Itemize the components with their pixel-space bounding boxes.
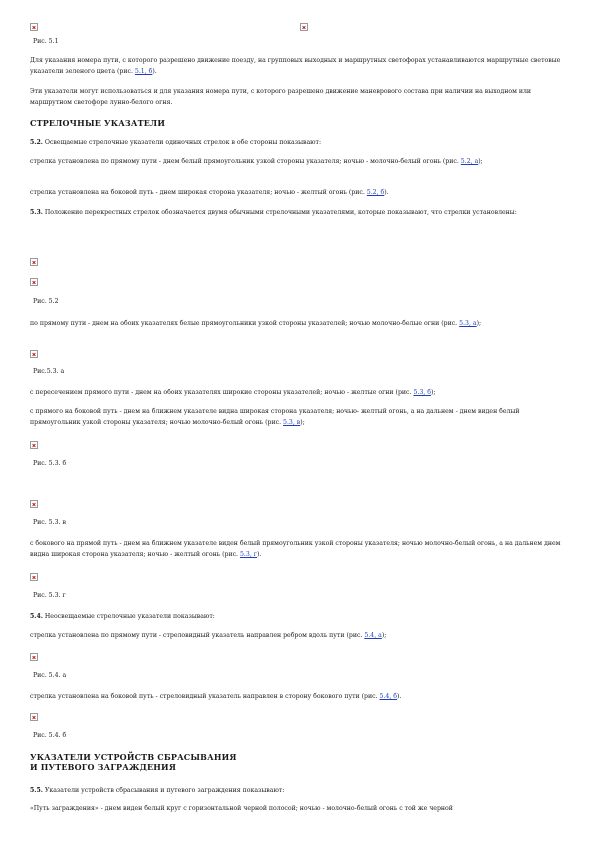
broken-image-icon [30,573,38,581]
section-heading: УКАЗАТЕЛИ УСТРОЙСТВ СБРАСЫВАНИЯ И ПУТЕВОГО ЗАГРАЖДЕНИЯ [30,752,237,772]
figure-caption: Рис. 5.4. а [33,672,67,679]
figure-caption: Рис. 5.2 [33,298,59,305]
figure-link[interactable]: 5.2, а [460,158,479,165]
broken-image-icon [30,23,38,31]
paragraph: по прямому пути - днем на обоих указателях белые прямоугольники узкой стороны указателей; ночью молочно-белые огни (рис. 5.3, а); [30,320,482,327]
section-heading: СТРЕЛОЧНЫЕ УКАЗАТЕЛИ [30,118,166,128]
figure-link[interactable]: 5.3, а [459,320,477,327]
paragraph: 5.3. Положение перекрестных стрелок обозначается двумя обычными стрелочными указателями, которые показывают, что стрелки установлены: [30,209,517,216]
figure-link[interactable]: 5.3, в [283,419,301,426]
figure-link[interactable]: 5.1, б [134,68,153,75]
figure-link[interactable]: 5.2, б [366,189,385,196]
paragraph: стрелка установлена по прямому пути - днем белый прямоугольник узкой стороны указателя; ночью - молочно-белый огонь (рис. 5.2, а); [30,158,483,165]
paragraph: стрелка установлена на боковой путь - стреловидный указатель направлен в сторону бокового пути (рис. 5.4, б). [30,693,402,700]
broken-image-icon [30,653,38,661]
broken-image-icon [30,350,38,358]
broken-image-icon [30,500,38,508]
figure-caption: Рис. 5.3. в [33,519,66,526]
broken-image-icon [30,258,38,266]
figure-link[interactable]: 5.3, г [240,551,258,558]
paragraph: стрелка установлена на боковой путь - днем широкая сторона указателя; ночью - желтый огонь (рис. 5.2, б). [30,189,389,196]
broken-image-icon [30,713,38,721]
paragraph: стрелка установлена по прямому пути - стреловидный указатель направлен ребром вдоль пути (рис. 5.4, а); [30,632,387,639]
broken-image-icon [30,441,38,449]
paragraph: Для указания номера пути, с которого разрешено движение поезду, на групповых выходных и маршрутных светофорах устанавливаются маршрутные световые указатели зеленого цвета (рис. 5.1, б). [30,57,561,75]
paragraph: «Путь заграждения» - днем виден белый круг с горизонтальной черной полосой; ночью - молочно-белый огонь с той же черной [30,805,453,812]
figure-caption: Рис. 5.3. б [33,460,67,467]
figure-caption: Рис. 5.3. г [33,592,66,599]
paragraph: с бокового на прямой путь - днем на ближнем указателе виден белый прямоугольник узкой стороны указателя; ночью молочно-белый огонь, а на дальнем днем видна широкая сторона указателя; ночью - желтый огонь (рис. 5.3, г). [30,540,561,558]
figure-caption: Рис. 5.1 [33,38,59,45]
figure-caption: Рис.5.3. а [33,368,65,375]
broken-image-icon [30,278,38,286]
figure-link[interactable]: 5.3, б [413,389,431,396]
figure-caption: Рис. 5.4. б [33,732,67,739]
paragraph: с прямого на боковой путь - днем на ближнем указателе видна широкая сторона указателя; ночью- желтый огонь, а на дальнем - днем виден белый прямоугольник узкой стороны указателя; ночью молочно-белый огонь (рис. 5.3, в); [30,408,520,426]
paragraph: Эти указатели могут использоваться и для указания номера пути, с которого разрешено движение маневрового состава при наличии на выходном или маршрутном светофоре лунно-белого огня. [30,88,532,106]
paragraph: 5.5. Указатели устройств сбрасывания и путевого заграждения показывают: [30,787,285,794]
paragraph: 5.4. Неосвещаемые стрелочные указатели показывают: [30,613,215,620]
figure-link[interactable]: 5.4, а [364,632,382,639]
figure-link[interactable]: 5.4, б [379,693,398,700]
paragraph: 5.2. Освещаемые стрелочные указатели одиночных стрелок в обе стороны показывают: [30,139,322,146]
paragraph: с пересечением прямого пути - днем на обоих указателях широкие стороны указателей; ночью - желтые огни (рис. 5.3, б); [30,389,436,396]
broken-image-icon [300,23,308,31]
